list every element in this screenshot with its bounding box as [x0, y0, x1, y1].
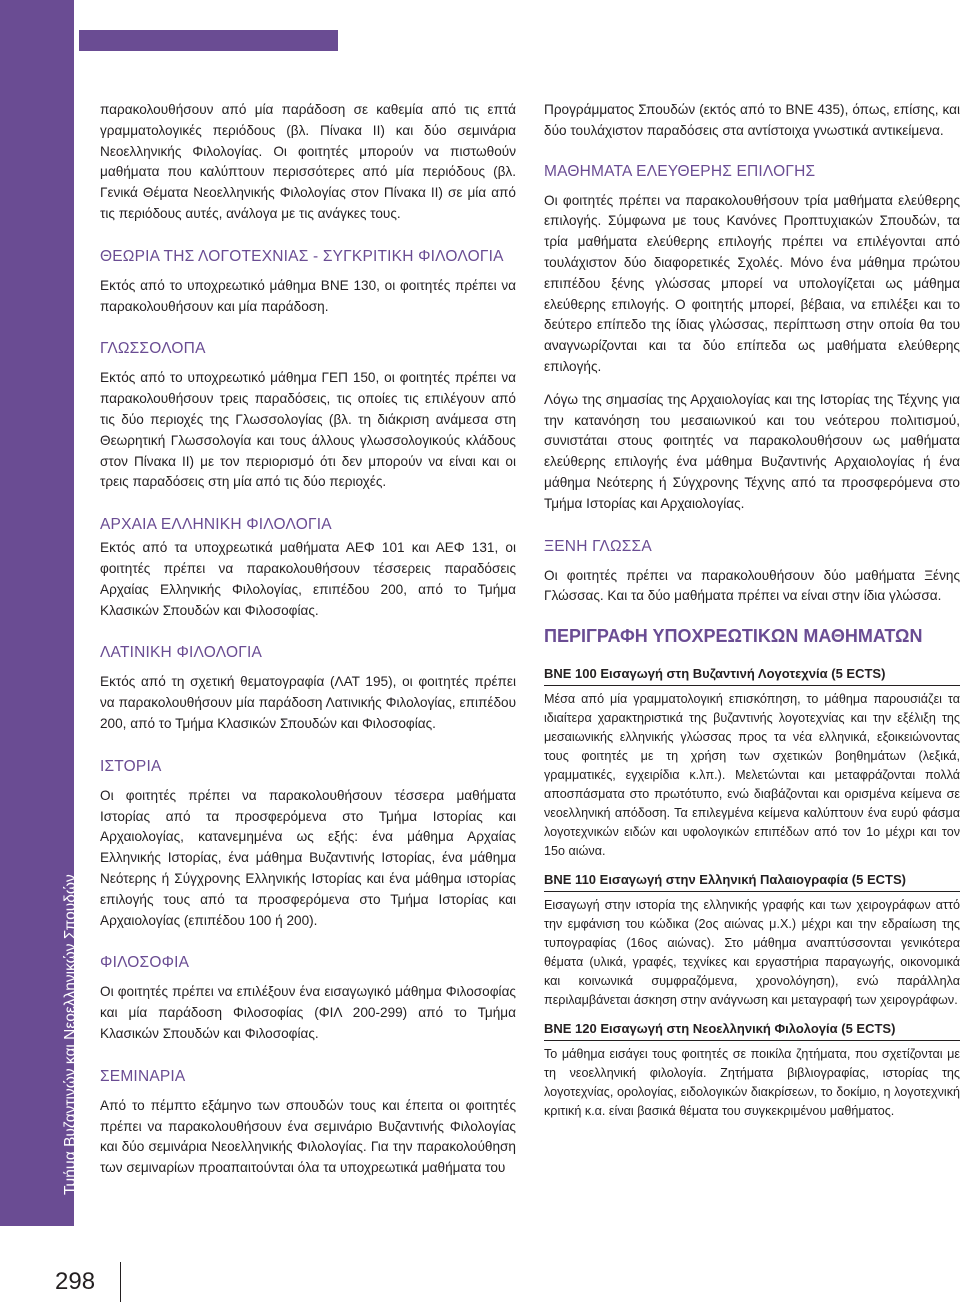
- course-description: Μέσα από μία γραμματολογική επισκόπηση, το μάθημα παρουσιάζει τα ιδιαίτερα χαρακτηριστικά της βυζαντινής λογοτεχνίας και την εξέλιξη της μεσαιωνικής ελληνικής γλώσσας προς τα νέα ελληνικά, εξοικειώνοντας τους φοιτητές με τη χρήση των σχετικών βοηθημάτων (λεξικά, γραμματικές, εγχειρίδια κ.λπ.). Μελετώνται και μεταφράζονται πολλά αποσπάσματα στο πρωτότυπο, ενώ διαβάζονται και ορισμένα κείμενα σε νεοελληνική απόδοση. Τα επιλεγμένα κείμενα καλύπτουν ένα ευρύ φάσμα λογοτεχνικών ειδών και υφολογικών επιπέδων από τον 1ο μέχρι και τον 15ο αιώνα.: [544, 692, 960, 859]
- department-label: Τμήμα Βυζαντινών και Νεοελληνικών Σπουδών: [62, 874, 79, 1195]
- philosophy-heading: ΦΙΛΟΣΟΦΙΑ: [100, 954, 190, 972]
- latin-paragraph: Εκτός από τη σχετική θεματογραφία (ΛΑΤ 195), οι φοιτητές πρέπει να παρακολουθήσουν μία παράδοση Λατινικής Φιλολογίας, επιπέδου 200, από το Τμήμα Κλασικών Σπουδών και Φιλοσοφίας.: [100, 674, 516, 731]
- electives-paragraph-1: Οι φοιτητές πρέπει να παρακολουθήσουν τρία μαθήματα ελεύθερης επιλογής. Σύμφωνα με τους Κανόνες Προπτυχιακών Σπουδών, τα τρία μαθήματα ελεύθερης επιλογής πρέπει να επιλέγονται από τουλάχιστον δύο διαφορετικές Σχολές. Μόνο ένα μάθημα πρώτου επιπέδου ξένης γλώσσας μπορεί να υπολογίζεται ως μάθημα ελεύθερης επιλογής. Ο φοιτητής μπορεί, βέβαια, να επιλέξει και το δεύτερο επίπεδο της ίδιας γλώσσας, περίπτωση στην οποία θα του αναγνωρίζονται και τα δύο επίπεδα ως μαθήματα ελεύθερης επιλογής.: [544, 192, 960, 374]
- history-heading: ΙΣΤΟΡΙΑ: [100, 757, 162, 775]
- linguistics-paragraph: Εκτός από το υποχρεωτικό μάθημα ΓΕΠ 150, οι φοιτητές πρέπει να παρακολουθήσουν τρεις παραδόσεις, τις οποίες τις επιλέγουν από τις δύο περιοχές της Γλωσσολογίας (βλ. τη διάκριση ανάμεσα στη Θεωρητική Γλωσσολογία και τους άλλους γλωσσολογικούς κλάδους στον Πίνακα ΙΙ) με τον περιορισμό ότι δεν μπορούν να είναι και οι τρεις παραδόσεις στη μία από τις δύο περιοχές.: [100, 370, 516, 490]
- ancient-greek-paragraph: Εκτός από τα υποχρεωτικά μαθήματα ΑΕΦ 101 και ΑΕΦ 131, οι φοιτητές πρέπει να παρακολουθήσουν τέσσερεις παραδόσεις Αρχαίας Ελληνικής Φιλολογίας, επιπέδου 200, από το Τμήμα Κλασικών Σπουδών και Φιλοσοφίας.: [100, 540, 516, 618]
- sidebar-band: [0, 0, 79, 1226]
- theory-paragraph: Εκτός από το υποχρεωτικό μάθημα ΒΝΕ 130, οι φοιτητές πρέπει να παρακολουθήσουν και μία παράδοση.: [100, 277, 516, 314]
- course-description: Εισαγωγή στην ιστορία της ελληνικής γραφής και των χειρογράφων αττό την εμφάνιση του κώδικα (2ος αιώνας μ.Χ.) μέχρι και την εδραίωση της τυπογραφίας (16ος αιώνας). Στο μάθημα αναπτύσσονται γενικότερα θέματα (υλικά, γραφές, τεχνίκες και εργαστήρια παραγωγής, οικονομικά και κοινωνικά συμφραζόμενα, χρονολόγηση), ενώ παράλληλα περιλαμβάνεται άσκηση στην ανάγνωση και μεταγραφή των χειρογράφων.: [544, 898, 960, 1008]
- philosophy-paragraph: Οι φοιτητές πρέπει να επιλέξουν ένα εισαγωγικό μάθημα Φιλοσοφίας και μία παράδοση Φιλοσοφίας (ΦΙΛ 200-299) από το Τμήμα Κλασικών Σπουδών και Φιλοσοφίας.: [100, 984, 516, 1041]
- course-descriptions-heading: ΠΕΡΙΓΡΑΦΗ ΥΠΟΧΡΕΩΤΙΚΩΝ ΜΑΘΗΜΑΤΩΝ: [544, 626, 923, 647]
- course-description: Το μάθημα εισάγει τους φοιτητές σε ποικίλα ζητήματα, που σχετίζονται με τη νεοελληνική φιλολογία. Ζητήματα βιβλιογραφίας, ιστορίας της λογοτεχνίας, ορολογίας, ειδολογικών διακρίσεων, το δοκίμιο, η λογοτεχνική κριτική κ.α. είναι βασικά θέματα του συγκεκριμένου μαθήματος.: [544, 1047, 960, 1119]
- seminars-heading: ΣΕΜΙΝΑΡΙΑ: [100, 1067, 186, 1085]
- foreign-language-paragraph: Οι φοιτητές πρέπει να παρακολουθήσουν δύο μαθήματα Ξένης Γλώσσας. Και τα δύο μαθήματα πρέπει να είναι στην ίδια γλώσσα.: [544, 567, 960, 604]
- foreign-language-heading: ΞΕΝΗ ΓΛΩΣΣΑ: [544, 537, 652, 555]
- course-entry: [544, 871, 960, 1010]
- electives-paragraph-2: Λόγω της σημασίας της Αρχαιολογίας και της Ιστορίας της Τέχνης για την κατανόηση του μεσαιωνικού και του νεότερου πολιτισμού, συνιστάται στους φοιτητές να παρακολουθήσουν ως μαθήματα ελεύθερης επιλογής ένα μάθημα Βυζαντινής Αρχαιολογίας ή ένα μάθημα Νεότερης ή Σύγχρονης Τέχνης από τα προσφερόμενα στο Τμήμα Ιστορίας και Αρχαιολογίας.: [544, 391, 960, 511]
- history-paragraph: Οι φοιτητές πρέπει να παρακολουθήσουν τέσσερα μαθήματα Ιστορίας από τα προσφερόμενα στο Τμήμα Ιστορίας και Αρχαιολογίας, κατανεμημένα ως εξής: ένα μάθημα Αρχαίας Ελληνικής Ιστορίας, ένα μάθημα Βυζαντινής Ιστορίας, ένα μάθημα Νεότερης ή Σύγχρονης Ελληνικής Ιστορίας και ένα μάθημα ιστορίας επιλογής τους από τα προσφερόμενα στο Τμήμα Ιστορίας και Αρχαιολογίας (επιπέδου 100 ή 200).: [100, 787, 516, 928]
- seminars-paragraph: Από το πέμπτο εξάμηνο των σπουδών τους και έπειτα οι φοιτητές πρέπει να παρακολουθήσουν ένα σεμινάριο Βυζαντινής Φιλολογίας και δύο σεμινάρια Νεοελληνικής Φιλολογίας. Για την παρακολούθηση των σεμιναρίων προαπαιτούνται όλα τα υποχρεωτικά μαθήματα του: [100, 1097, 516, 1176]
- page-number-divider: [120, 1262, 121, 1302]
- course-entry: [544, 1020, 960, 1121]
- continuation-paragraph: Προγράμματος Σπουδών (εκτός από το ΒΝΕ 435), όπως, επίσης, και δύο τουλάχιστον παραδόσεις στα αντίστοιχα γνωστικά αντικείμενα.: [544, 102, 960, 138]
- ancient-greek-heading: ΑΡΧΑΙΑ ΕΛΛΗΝΙΚΗ ΦΙΛΟΛΟΓΙΑ: [100, 516, 332, 534]
- theory-heading: ΘΕΩΡΙΑ ΤΗΣ ΛΟΓΟΤΕΧΝΙΑΣ - ΣΥΓΚΡΙΤΙΚΗ ΦΙΛΟΛΟΓΙΑ: [100, 247, 504, 265]
- page-number: 298: [55, 1268, 96, 1295]
- linguistics-heading: ΓΛΩΣΣΟΛΟΠΑ: [100, 340, 206, 358]
- course-title: ΒΝΕ 110 Εισαγωγή στην Ελληνική Παλαιογραφία (5 ECTS): [544, 871, 960, 892]
- latin-heading: ΛΑΤΙΝΙΚΗ ΦΙΛΟΛΟΓΙΑ: [100, 644, 262, 662]
- course-entry: [544, 665, 960, 861]
- intro-paragraph: παρακολουθήσουν από μία παράδοση σε καθεμία από τις επτά γραμματολογικές περιόδους (βλ. Πίνακα ΙΙ) και δύο σεμινάρια Νεοελληνικής Φιλολογίας. Οι φοιτητές μπορούν να πιστωθούν μαθήματα που καλύπτουν περισσότερες από μία περιόδους (βλ. Γενικά Θέματα Νεοελληνικής Φιλολογίας στον Πίνακα ΙΙ) σε μία από τις περιόδους αυτές, ανάλογα με τις ανάγκες τους.: [100, 102, 516, 221]
- right-column: [544, 100, 960, 1131]
- header-accent-bar: [79, 30, 338, 51]
- course-title: ΒΝΕ 120 Εισαγωγή στη Νεοελληνική Φιλολογία (5 ECTS): [544, 1020, 960, 1041]
- electives-heading: ΜΑΘΗΜΑΤΑ ΕΛΕΥΘΕΡΗΣ ΕΠΙΛΟΓΗΣ: [544, 162, 816, 180]
- course-title: ΒΝΕ 100 Εισαγωγή στη Βυζαντινή Λογοτεχνία (5 ECTS): [544, 665, 960, 686]
- left-column: [100, 100, 516, 1191]
